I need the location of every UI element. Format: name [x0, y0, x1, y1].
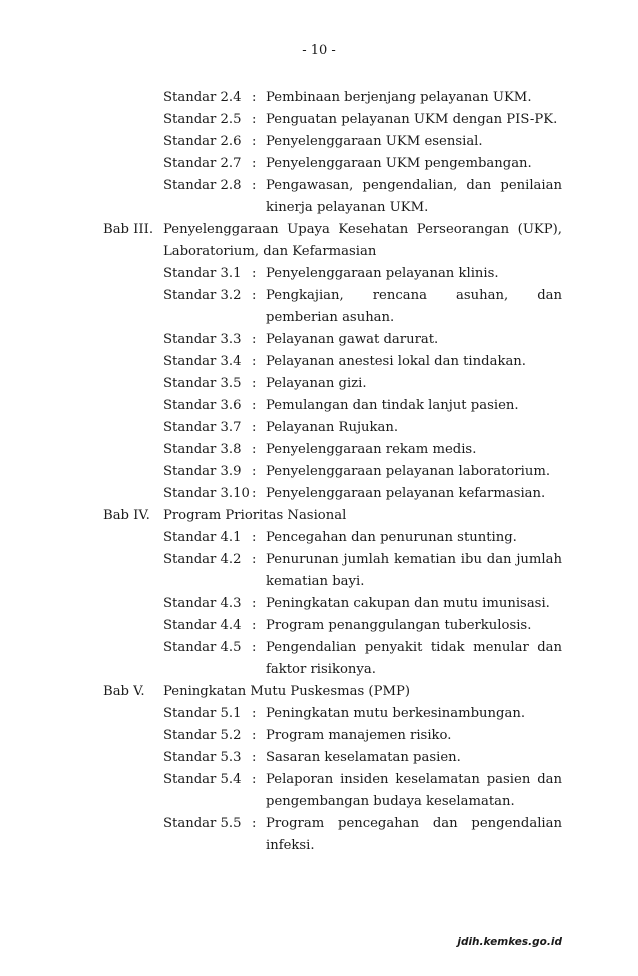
bab-title: Peningkatan Mutu Puskesmas (PMP) [163, 684, 410, 699]
standard-row [0, 703, 638, 725]
standard-code: Standar 4.1 [163, 530, 242, 545]
standard-code: Standar 3.4 [163, 354, 242, 369]
standard-row [0, 263, 638, 285]
standard-text: Program manajemen risiko. [266, 728, 452, 743]
standard-row [0, 109, 638, 131]
standard-row [0, 87, 638, 109]
standard-row [0, 395, 638, 417]
standard-text: Peningkatan cakupan dan mutu imunisasi. [266, 596, 550, 611]
standard-text: Pelayanan gawat darurat. [266, 332, 439, 347]
standard-code: Standar 5.5 [163, 816, 242, 831]
standard-colon: : [252, 464, 257, 479]
bab-heading [0, 219, 638, 263]
standard-row [0, 549, 638, 593]
standard-code: Standar 3.8 [163, 442, 242, 457]
standard-colon: : [252, 420, 257, 435]
standard-code: Standar 4.2 [163, 552, 242, 567]
standard-code: Standar 5.2 [163, 728, 242, 743]
bab-title: Penyelenggaraan Upaya Kesehatan Perseorangan (UKP), Laboratorium, dan Kefarmasian [163, 222, 562, 259]
standard-text: Pengawasan, pengendalian, dan penilaian kinerja pelayanan UKM. [266, 178, 562, 215]
standard-colon: : [252, 442, 257, 457]
standard-text: Penurunan jumlah kematian ibu dan jumlah kematian bayi. [266, 552, 562, 589]
standard-text: Penguatan pelayanan UKM dengan PIS-PK. [266, 112, 558, 127]
footer-source-link[interactable]: jdih.kemkes.go.id [457, 936, 562, 948]
standard-colon: : [252, 618, 257, 633]
standard-colon: : [252, 266, 257, 281]
standard-code: Standar 3.7 [163, 420, 242, 435]
standard-colon: : [252, 90, 257, 105]
bab-label: Bab V. [103, 684, 145, 699]
standard-colon: : [252, 112, 257, 127]
section-bab-iii [0, 219, 638, 505]
bab-title: Program Prioritas Nasional [163, 508, 347, 523]
standard-text: Peningkatan mutu berkesinambungan. [266, 706, 526, 721]
standard-code: Standar 3.6 [163, 398, 242, 413]
standard-row [0, 637, 638, 681]
standard-row [0, 329, 638, 351]
standard-code: Standar 3.2 [163, 288, 242, 303]
standard-code: Standar 4.5 [163, 640, 242, 655]
standards-outline [0, 87, 638, 857]
standard-text: Pelaporan insiden keselamatan pasien dan pengembangan budaya keselamatan. [266, 772, 562, 809]
standard-code: Standar 2.6 [163, 134, 242, 149]
standard-text: Penyelenggaraan UKM pengembangan. [266, 156, 532, 171]
standard-code: Standar 5.1 [163, 706, 242, 721]
standard-row [0, 351, 638, 373]
standard-colon: : [252, 706, 257, 721]
section-bab-v [0, 681, 638, 857]
section-bab-ii-continued [0, 87, 638, 219]
standard-text: Pembinaan berjenjang pelayanan UKM. [266, 90, 532, 105]
page-number: - 10 - [302, 43, 336, 58]
standard-row [0, 593, 638, 615]
standard-colon: : [252, 772, 257, 787]
section-bab-iv [0, 505, 638, 681]
standard-row [0, 417, 638, 439]
standard-row [0, 725, 638, 747]
standard-row [0, 483, 638, 505]
standard-text: Program penanggulangan tuberkulosis. [266, 618, 532, 633]
standard-code: Standar 5.4 [163, 772, 242, 787]
standard-code: Standar 2.8 [163, 178, 242, 193]
standard-row [0, 439, 638, 461]
standard-colon: : [252, 596, 257, 611]
standard-code: Standar 3.3 [163, 332, 242, 347]
standard-text: Pelayanan Rujukan. [266, 420, 399, 435]
standard-text: Penyelenggaraan pelayanan laboratorium. [266, 464, 551, 479]
bab-heading [0, 505, 638, 527]
standard-colon: : [252, 750, 257, 765]
standard-colon: : [252, 816, 257, 831]
bab-label: Bab III. [103, 222, 154, 237]
standard-code: Standar 3.5 [163, 376, 242, 391]
standard-row [0, 615, 638, 637]
standard-colon: : [252, 640, 257, 655]
standard-colon: : [252, 178, 257, 193]
standard-text: Pelayanan anestesi lokal dan tindakan. [266, 354, 526, 369]
standard-colon: : [252, 398, 257, 413]
standard-colon: : [252, 486, 257, 501]
standard-code: Standar 2.4 [163, 90, 242, 105]
standard-colon: : [252, 354, 257, 369]
standard-text: Pengendalian penyakit tidak menular dan faktor risikonya. [266, 640, 562, 677]
standard-text: Pencegahan dan penurunan stunting. [266, 530, 517, 545]
standard-row [0, 373, 638, 395]
standard-colon: : [252, 376, 257, 391]
standard-row [0, 285, 638, 329]
standard-code: Standar 5.3 [163, 750, 242, 765]
standard-code: Standar 4.4 [163, 618, 242, 633]
standard-row [0, 131, 638, 153]
standard-text: Penyelenggaraan pelayanan klinis. [266, 266, 499, 281]
standard-row [0, 769, 638, 813]
standard-colon: : [252, 134, 257, 149]
standard-text: Program pencegahan dan pengendalian infeksi. [266, 816, 562, 853]
standard-code: Standar 3.1 [163, 266, 242, 281]
standard-code: Standar 2.5 [163, 112, 242, 127]
standard-row [0, 813, 638, 857]
standard-row [0, 747, 638, 769]
standard-colon: : [252, 332, 257, 347]
standard-text: Sasaran keselamatan pasien. [266, 750, 461, 765]
standard-colon: : [252, 288, 257, 303]
standard-row [0, 153, 638, 175]
standard-code: Standar 4.3 [163, 596, 242, 611]
standard-code: Standar 2.7 [163, 156, 242, 171]
bab-label: Bab IV. [103, 508, 150, 523]
standard-text: Pelayanan gizi. [266, 376, 367, 391]
standard-text: Pemulangan dan tindak lanjut pasien. [266, 398, 519, 413]
bab-heading [0, 681, 638, 703]
standard-text: Penyelenggaraan UKM esensial. [266, 134, 483, 149]
standard-colon: : [252, 156, 257, 171]
standard-text: Penyelenggaraan pelayanan kefarmasian. [266, 486, 546, 501]
standard-text: Pengkajian, rencana asuhan, dan pemberian asuhan. [266, 288, 562, 325]
standard-colon: : [252, 552, 257, 567]
standard-code: Standar 3.10 [163, 486, 250, 501]
standard-colon: : [252, 728, 257, 743]
standard-row [0, 175, 638, 219]
standard-code: Standar 3.9 [163, 464, 242, 479]
standard-text: Penyelenggaraan rekam medis. [266, 442, 477, 457]
standard-row [0, 527, 638, 549]
standard-row [0, 461, 638, 483]
standard-colon: : [252, 530, 257, 545]
